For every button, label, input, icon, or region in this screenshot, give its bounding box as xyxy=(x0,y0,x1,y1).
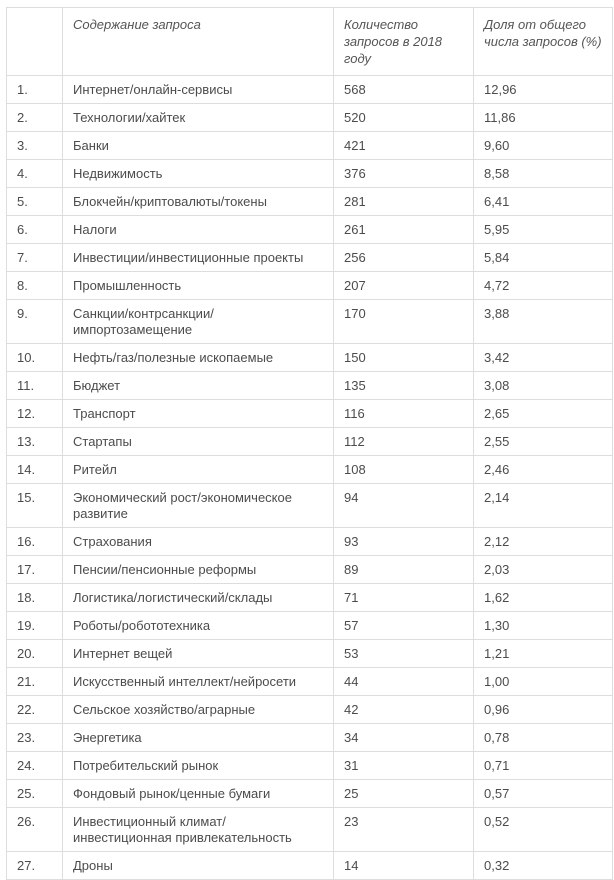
topic-cell: Инвестиционный климат/инвестиционная привлекательность xyxy=(63,808,334,852)
table-row xyxy=(7,640,613,668)
table-row xyxy=(7,696,613,724)
share-cell: 2,55 xyxy=(474,428,613,456)
row-number-cell: 25. xyxy=(7,780,63,808)
table-row xyxy=(7,188,613,216)
share-cell: 0,57 xyxy=(474,780,613,808)
topic-cell: Банки xyxy=(63,132,334,160)
count-cell: 57 xyxy=(334,612,474,640)
row-number-cell: 6. xyxy=(7,216,63,244)
count-cell: 170 xyxy=(334,300,474,344)
table-row xyxy=(7,428,613,456)
row-number-cell: 2. xyxy=(7,104,63,132)
count-cell: 520 xyxy=(334,104,474,132)
topic-cell: Инвестиции/инвестиционные проекты xyxy=(63,244,334,272)
table-row xyxy=(7,160,613,188)
count-cell: 421 xyxy=(334,132,474,160)
row-number-cell: 20. xyxy=(7,640,63,668)
count-cell: 89 xyxy=(334,556,474,584)
topic-cell: Налоги xyxy=(63,216,334,244)
table-row xyxy=(7,104,613,132)
count-cell: 34 xyxy=(334,724,474,752)
topic-cell: Ритейл xyxy=(63,456,334,484)
topic-cell: Страхования xyxy=(63,528,334,556)
table-body xyxy=(7,76,613,880)
topic-cell: Искусственный интеллект/нейросети xyxy=(63,668,334,696)
header-topic-cell: Содержание запроса xyxy=(63,8,334,76)
count-cell: 94 xyxy=(334,484,474,528)
table-row xyxy=(7,244,613,272)
row-number-cell: 19. xyxy=(7,612,63,640)
count-cell: 14 xyxy=(334,852,474,880)
count-cell: 44 xyxy=(334,668,474,696)
table-row xyxy=(7,372,613,400)
topic-cell: Пенсии/пенсионные реформы xyxy=(63,556,334,584)
count-cell: 261 xyxy=(334,216,474,244)
share-cell: 12,96 xyxy=(474,76,613,104)
row-number-cell: 26. xyxy=(7,808,63,852)
share-cell: 8,58 xyxy=(474,160,613,188)
share-cell: 2,14 xyxy=(474,484,613,528)
count-cell: 31 xyxy=(334,752,474,780)
count-cell: 71 xyxy=(334,584,474,612)
table-row xyxy=(7,724,613,752)
topic-cell: Интернет/онлайн-сервисы xyxy=(63,76,334,104)
table-row xyxy=(7,344,613,372)
share-cell: 6,41 xyxy=(474,188,613,216)
table-row xyxy=(7,132,613,160)
share-cell: 4,72 xyxy=(474,272,613,300)
topic-cell: Промышленность xyxy=(63,272,334,300)
count-cell: 568 xyxy=(334,76,474,104)
row-number-cell: 22. xyxy=(7,696,63,724)
count-cell: 23 xyxy=(334,808,474,852)
topic-cell: Недвижимость xyxy=(63,160,334,188)
share-cell: 9,60 xyxy=(474,132,613,160)
row-number-cell: 11. xyxy=(7,372,63,400)
share-cell: 0,52 xyxy=(474,808,613,852)
table-row xyxy=(7,752,613,780)
queries-2018-table xyxy=(6,7,613,880)
row-number-cell: 14. xyxy=(7,456,63,484)
table-row xyxy=(7,484,613,528)
topic-cell: Блокчейн/криптовалюты/токены xyxy=(63,188,334,216)
count-cell: 376 xyxy=(334,160,474,188)
table-row xyxy=(7,612,613,640)
count-cell: 108 xyxy=(334,456,474,484)
share-cell: 2,03 xyxy=(474,556,613,584)
topic-cell: Нефть/газ/полезные ископаемые xyxy=(63,344,334,372)
topic-cell: Сельское хозяйство/аграрные xyxy=(63,696,334,724)
count-cell: 135 xyxy=(334,372,474,400)
share-cell: 5,95 xyxy=(474,216,613,244)
table-row xyxy=(7,668,613,696)
row-number-cell: 12. xyxy=(7,400,63,428)
topic-cell: Дроны xyxy=(63,852,334,880)
count-cell: 116 xyxy=(334,400,474,428)
share-cell: 3,08 xyxy=(474,372,613,400)
topic-cell: Энергетика xyxy=(63,724,334,752)
table-row xyxy=(7,556,613,584)
row-number-cell: 4. xyxy=(7,160,63,188)
topic-cell: Интернет вещей xyxy=(63,640,334,668)
count-cell: 25 xyxy=(334,780,474,808)
table-row xyxy=(7,780,613,808)
table-row xyxy=(7,272,613,300)
share-cell: 0,78 xyxy=(474,724,613,752)
row-number-cell: 8. xyxy=(7,272,63,300)
count-cell: 42 xyxy=(334,696,474,724)
count-cell: 150 xyxy=(334,344,474,372)
table-row xyxy=(7,300,613,344)
table-row xyxy=(7,852,613,880)
table-row xyxy=(7,584,613,612)
topic-cell: Логистика/логистический/склады xyxy=(63,584,334,612)
table-row xyxy=(7,76,613,104)
topic-cell: Транспорт xyxy=(63,400,334,428)
count-cell: 112 xyxy=(334,428,474,456)
header-row xyxy=(7,8,613,76)
share-cell: 5,84 xyxy=(474,244,613,272)
share-cell: 3,88 xyxy=(474,300,613,344)
row-number-cell: 23. xyxy=(7,724,63,752)
row-number-cell: 5. xyxy=(7,188,63,216)
header-count-cell: Количество запросов в 2018 году xyxy=(334,8,474,76)
topic-cell: Фондовый рынок/ценные бумаги xyxy=(63,780,334,808)
row-number-cell: 15. xyxy=(7,484,63,528)
row-number-cell: 27. xyxy=(7,852,63,880)
count-cell: 207 xyxy=(334,272,474,300)
row-number-cell: 24. xyxy=(7,752,63,780)
topic-cell: Технологии/хайтек xyxy=(63,104,334,132)
share-cell: 0,32 xyxy=(474,852,613,880)
share-cell: 1,62 xyxy=(474,584,613,612)
share-cell: 1,30 xyxy=(474,612,613,640)
row-number-cell: 9. xyxy=(7,300,63,344)
count-cell: 93 xyxy=(334,528,474,556)
topic-cell: Бюджет xyxy=(63,372,334,400)
count-cell: 281 xyxy=(334,188,474,216)
share-cell: 11,86 xyxy=(474,104,613,132)
topic-cell: Санкции/контрсанкции/импортозамещение xyxy=(63,300,334,344)
share-cell: 0,71 xyxy=(474,752,613,780)
row-number-cell: 7. xyxy=(7,244,63,272)
topic-cell: Роботы/робототехника xyxy=(63,612,334,640)
row-number-cell: 13. xyxy=(7,428,63,456)
table-row xyxy=(7,808,613,852)
header-share-cell: Доля от общего числа запросов (%) xyxy=(474,8,613,76)
share-cell: 1,21 xyxy=(474,640,613,668)
topic-cell: Экономический рост/экономическое развитие xyxy=(63,484,334,528)
share-cell: 2,12 xyxy=(474,528,613,556)
header-index-cell xyxy=(7,8,63,76)
share-cell: 0,96 xyxy=(474,696,613,724)
row-number-cell: 10. xyxy=(7,344,63,372)
row-number-cell: 1. xyxy=(7,76,63,104)
count-cell: 256 xyxy=(334,244,474,272)
row-number-cell: 18. xyxy=(7,584,63,612)
topic-cell: Потребительский рынок xyxy=(63,752,334,780)
row-number-cell: 21. xyxy=(7,668,63,696)
share-cell: 2,65 xyxy=(474,400,613,428)
table-row xyxy=(7,528,613,556)
row-number-cell: 3. xyxy=(7,132,63,160)
share-cell: 1,00 xyxy=(474,668,613,696)
share-cell: 2,46 xyxy=(474,456,613,484)
table-row xyxy=(7,456,613,484)
row-number-cell: 17. xyxy=(7,556,63,584)
row-number-cell: 16. xyxy=(7,528,63,556)
count-cell: 53 xyxy=(334,640,474,668)
topic-cell: Стартапы xyxy=(63,428,334,456)
table-row xyxy=(7,400,613,428)
table-row xyxy=(7,216,613,244)
share-cell: 3,42 xyxy=(474,344,613,372)
